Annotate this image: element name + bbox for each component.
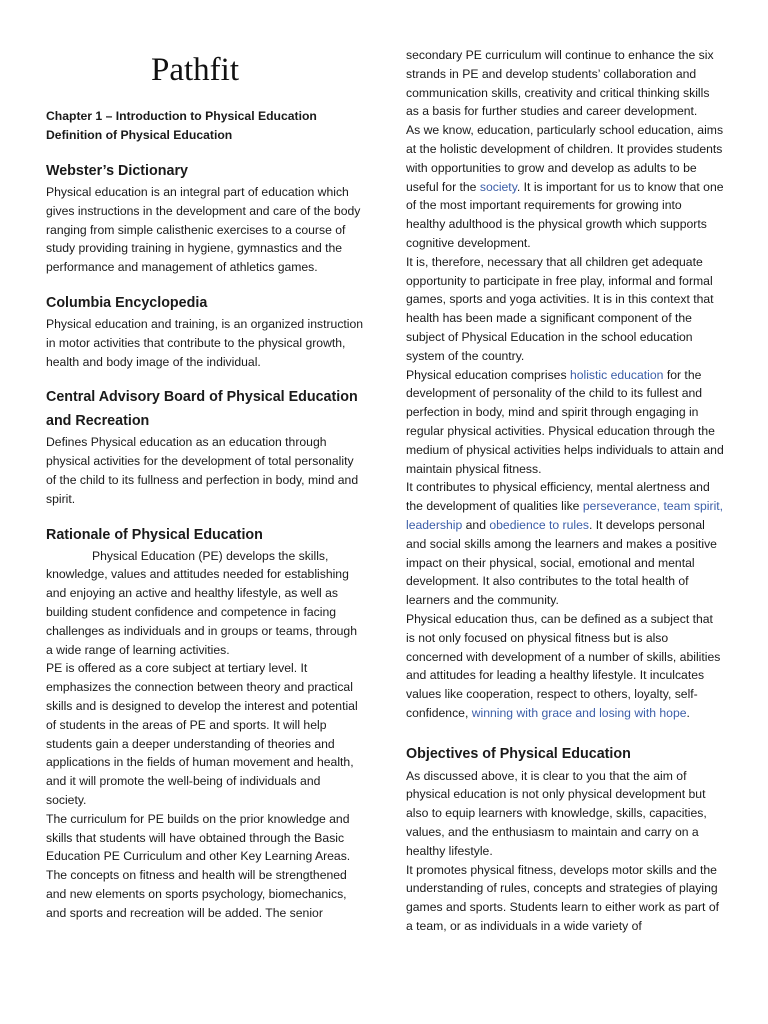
right-paragraph-1: secondary PE curriculum will continue to enhance the six strands in PE and develop students’ collaboration and communication skills, creativity and critical thinking skills as a basis for further studies and career development. bbox=[406, 48, 714, 119]
rationale-paragraph-2: PE is offered as a core subject at tertiary level. It emphasizes the connection between theory and practical skills and is designed to develop the interest and potential of students in the areas of PE and sports. It will help students gain a deeper understanding of theories and applications in the fields of human movement and health, and it will promote the well-being of individuals and society. bbox=[46, 661, 358, 807]
text-run: and bbox=[462, 517, 490, 532]
left-column bbox=[46, 0, 364, 923]
text-run: for the development of personality of the child to its fullest and perfection in body, mind and spirit through engaging in regular physical activities. Physical education through the medium of physical activities helps individuals to attain and maintain physical fitness. bbox=[406, 367, 724, 476]
obedience-link[interactable]: obedience to rules bbox=[489, 517, 589, 532]
central-board-heading: Central Advisory Board of Physical Education and Recreation bbox=[46, 389, 358, 430]
text-run: Physical education thus, can be defined as a subject that is not only focused on physical fitness but is also concerned with development of a number of skills, abilities and attitudes for leading a healthy lifestyle. It inculcates values like cooperation, respect to others, loyalty, self-confidence, bbox=[406, 611, 721, 720]
text-run: Physical education comprises bbox=[406, 367, 570, 382]
text-run: As we know, education, particularly school education, aims at the holistic development of children. It provides students with opportunities to grow and develop as adults to be useful for the bbox=[406, 123, 724, 194]
chapter-subtitle: Definition of Physical Education bbox=[46, 128, 233, 142]
columbia-body: Physical education and training, is an organized instruction in motor activities that contribute to the physical growth, health and body image of the individual. bbox=[46, 316, 364, 369]
right-paragraph-3: It is, therefore, necessary that all children get adequate opportunity to participate in free play, informal and formal games, sports and yoga activities. It is in this context that health has been made a significant component of the subject of Physical Education in the school education system of the country. bbox=[406, 254, 714, 363]
columbia-heading: Columbia Encyclopedia bbox=[46, 294, 208, 311]
right-paragraph-2 bbox=[406, 121, 724, 253]
websters-heading: Webster’s Dictionary bbox=[46, 163, 188, 179]
holistic-education-link[interactable]: holistic education bbox=[569, 367, 664, 382]
winning-grace-link[interactable]: winning with grace and losing with hope bbox=[471, 705, 687, 720]
right-paragraph-5 bbox=[406, 478, 724, 610]
objectives-paragraph-2: It promotes physical fitness, develops motor skills and the understanding of rules, concepts and strategies of playing games and sports. Students learn to either work as part of a team, or as individuals in a wide variety of bbox=[406, 862, 719, 934]
objectives-paragraph-1: As discussed above, it is clear to you that the aim of physical education is not only physical development but also to equip learners with knowledge, skills, capacities, values, and the enthusiasm to maintain and carry on a healthy lifestyle. bbox=[406, 768, 707, 858]
objectives-heading: Objectives of Physical Education bbox=[406, 745, 631, 762]
rationale-paragraph-3: The curriculum for PE builds on the prior knowledge and skills that students will have obtained through the Basic Education PE Curriculum and other Key Learning Areas. The concepts on fitness and health will be strengthened and new elements on sports psychology, biomechanics, and sports and recreation will be added. The senior bbox=[46, 811, 351, 920]
right-paragraph-6 bbox=[406, 610, 724, 723]
page-title: Pathfit bbox=[151, 52, 239, 88]
rationale-heading: Rationale of Physical Education bbox=[46, 526, 263, 543]
central-board-body: Defines Physical education as an education through physical activities for the development of total personality of the child to its fullness and perfection in body, mind and spirit. bbox=[46, 435, 359, 506]
society-link[interactable]: society bbox=[479, 179, 517, 194]
text-run: . It develops personal and social skills among the learners and makes a positive impact on their physical, social, emotional and mental development. It also contributes to the total health of learners and the community. bbox=[406, 517, 717, 608]
qualities-link[interactable]: perseverance, team spirit, leadership bbox=[406, 499, 724, 532]
websters-body: Physical education is an integral part of education which gives instructions in the development and care of the body ranging from simple calisthenic exercises to a course of study providing training in hygiene, gymnastics and the performance and management of athletics games. bbox=[46, 185, 361, 275]
rationale-paragraph-1: Physical Education (PE) develops the skills, knowledge, values and attitudes needed for establishing and enjoying an active and healthy lifestyle, as well as building student confidence and competence in facing challenges as individuals and in groups or teams, through a wide range of learning activities. bbox=[46, 548, 357, 657]
text-run: It contributes to physical efficiency, mental alertness and the development of qualities like bbox=[406, 480, 710, 514]
text-run: . bbox=[686, 705, 690, 720]
right-paragraph-4 bbox=[406, 366, 724, 479]
text-run: . It is important for us to know that one of the most important requirements for growing into healthy adulthood is the physical growth which supports cognitive development. bbox=[406, 179, 724, 250]
chapter-heading: Chapter 1 – Introduction to Physical Education bbox=[46, 109, 317, 123]
right-column bbox=[406, 46, 724, 936]
